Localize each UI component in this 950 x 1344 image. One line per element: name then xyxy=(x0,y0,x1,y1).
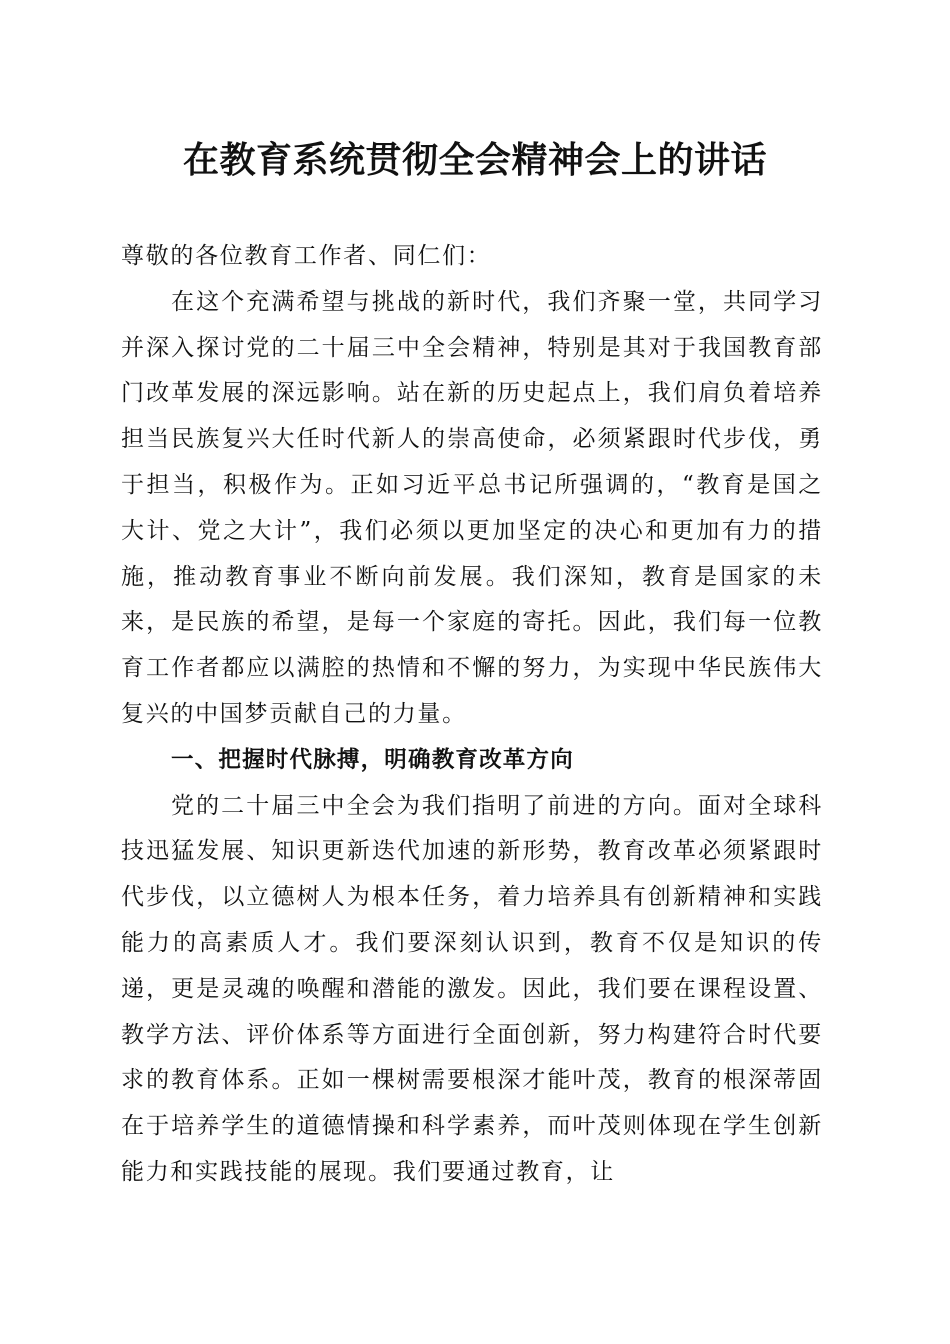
salutation: 尊敬的各位教育工作者、同仁们： xyxy=(121,243,492,269)
paragraph: 党的二十届三中全会为我们指明了前进的方向。面对全球科技迅猛发展、知识更新迭代加速的新形势，教育改革必须紧跟时代步伐，以立德树人为根本任务，着力培养具有创新精神和实践能力的高素质人才。我们要深刻认识到，教育不仅是知识的传递，更是灵魂的唤醒和潜能的激发。因此，我们要在课程设置、教学方法、评价体系等方面进行全面创新，努力构建符合时代要求的教育体系。正如一棵树需要根深才能叶茂，教育的根深蒂固在于培养学生的道德情操和科学素养，而叶茂则体现在学生创新能力和实践技能的展现。我们要通过教育，让 xyxy=(121,792,823,1185)
section-heading: 一、把握时代脉搏，明确教育改革方向 xyxy=(171,746,574,773)
document-title: 在教育系统贯彻全会精神会上的讲话 xyxy=(182,139,767,181)
document-body xyxy=(121,234,823,1196)
paragraph: 在这个充满希望与挑战的新时代，我们齐聚一堂，共同学习并深入探讨党的二十届三中全会精神，特别是其对于我国教育部门改革发展的深远影响。站在新的历史起点上，我们肩负着培养担当民族复兴大任时代新人的崇高使命，必须紧跟时代步伐，勇于担当，积极作为。正如习近平总书记所强调的，“教育是国之大计、党之大计”，我们必须以更加坚定的决心和更加有力的措施，推动教育事业不断向前发展。我们深知，教育是国家的未来，是民族的希望，是每一个家庭的寄托。因此，我们每一位教育工作者都应以满腔的热情和不懈的努力，为实现中华民族伟大复兴的中国梦贡献自己的力量。 xyxy=(121,288,823,727)
